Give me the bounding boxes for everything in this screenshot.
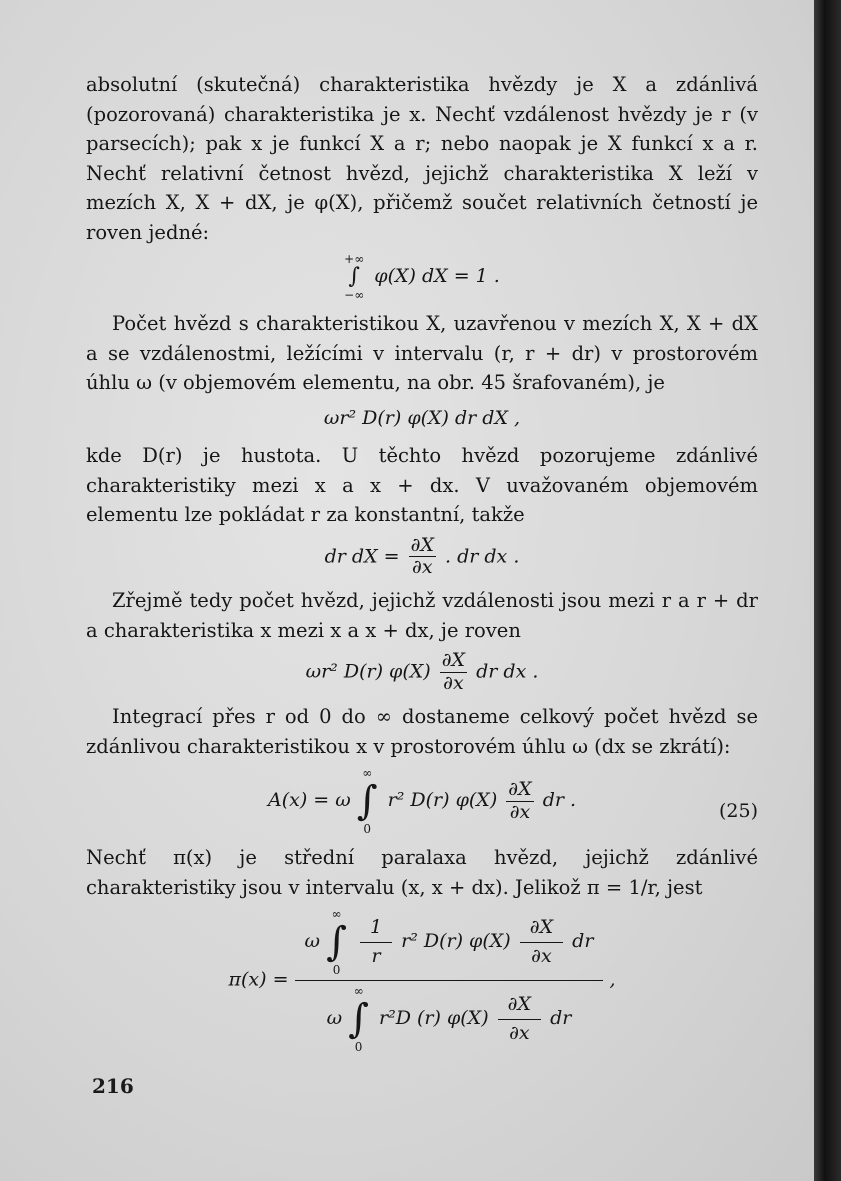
equation-transform: dr dX = $\frac{\partial X}{\partial x}$ . dr dx . (324, 533, 520, 579)
paragraph-4: Zřejmě tedy počet hvězd, jejichž vzdálenosti jsou mezi r a r + dr a charakteristika x mezi x a x + dx, je roven (86, 589, 758, 642)
fraction-one-over-r: $\frac{1}{r}$ (360, 918, 392, 967)
paragraph-2: Počet hvězd s charakteristikou X, uzavřenou v mezích X, X + dX a se vzdálenostmi, ležícími v intervalu (r, r + dr) v prostorovém úhlu ω (v objemovém elementu, na obr. 45 šrafovaném), je (86, 312, 758, 394)
paragraph-3: kde D(r) je hustota. U těchto hvězd pozorujeme zdánlivé charakteristiky mezi x a x + dx. V uvažovaném objemovém elementu lze pokládat r za konstantní, takže (86, 444, 758, 526)
paragraph-1: absolutní (skutečná) charakteristika hvězdy je X a zdánlivá (pozorovaná) charakteristika je x. Nechť vzdálenost hvězdy je r (v parsecích); pak x je funkcí X a r; nebo naopak je X funkcí x a r. Nechť relativní četnost hvězd, jejichž charakteristika X leží v mezích X, X + dX, je φ(X), přičemž součet relativních četností je roven jedné: (86, 73, 758, 244)
page-text (86, 70, 758, 1061)
fraction-numerator: ω ∞ ∫ 0 $\frac{1}{r}$ r² D(r) φ(X) $\frac{\partial X}{\partial x}$ dr (295, 908, 604, 981)
fraction-denominator: ω ∞ ∫ 0 r²D (r) φ(X) $\frac{\partial X}{\partial x}$ dr (326, 984, 572, 1055)
big-fraction (295, 908, 604, 1053)
fraction-partial: $\frac{\partial X}{\partial x}$ (508, 777, 532, 823)
paragraph-5: Integrací přes r od 0 do ∞ dostaneme celkový počet hvězd se zdánlivou charakteristikou x v prostorovém úhlu ω (dx se zkrátí): (86, 705, 758, 758)
equation-star-count: ωr² D(r) φ(X) $\frac{\partial X}{\partial x}$ dr dx . (305, 649, 539, 695)
equation-25: A(x) = ω ∞ ∫ 0 r² D(r) φ(X) $\frac{\partial X}{\partial x}$ dr . (25) (267, 766, 758, 837)
page-number: 216 (92, 1074, 134, 1098)
integral-sign: +∞ ∫ −∞ (344, 252, 365, 302)
equation-element-count: ωr² D(r) φ(X) dr dX , (323, 406, 521, 429)
integral-sign: ∞ ∫ 0 (356, 766, 378, 837)
fraction-partial: $\frac{\partial X}{\partial x}$ (520, 918, 563, 967)
fraction-partial: $\frac{\partial X}{\partial x}$ (498, 995, 541, 1044)
paragraph-6: Nechť π(x) je střední paralaxa hvězd, jejichž zdánlivé charakteristiky jsou v intervalu (x, x + dx). Jelikož π = 1/r, jest (86, 846, 758, 899)
integral-sign: ∞ ∫ 0 (326, 907, 347, 978)
integral-sign: ∞ ∫ 0 (348, 984, 369, 1055)
equation-mean-parallax: π(x) = ω ∞ ∫ 0 $\frac{1}{r}$ r² D(r) φ(X) $\frac{\partial X}{\partial x}$ dr ω ∞ ∫ 0 r²D (r) φ(X) $\frac{\partial X}{\partial x}$ dr , (228, 907, 616, 1055)
equation-normalization: +∞ ∫ −∞ φ(X) dX = 1 . (344, 252, 500, 302)
fraction-partial: $\frac{\partial X}{\partial x}$ (441, 649, 466, 695)
equation-number: (25) (718, 800, 758, 823)
fraction-partial: $\frac{\partial X}{\partial x}$ (410, 533, 434, 579)
page-edge-shadow (814, 0, 841, 1181)
